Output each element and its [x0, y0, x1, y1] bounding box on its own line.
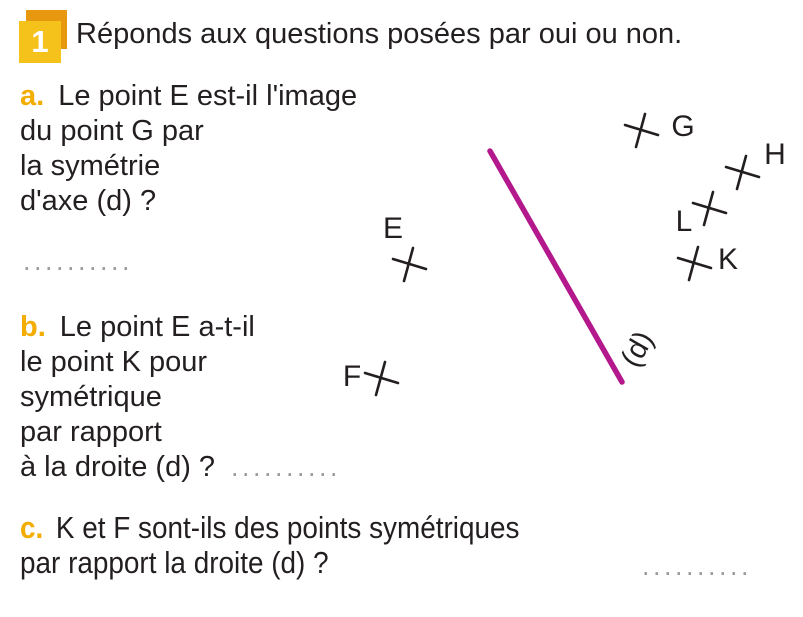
question-b-line-5	[20, 450, 341, 485]
point-marker-E-icon	[390, 242, 430, 286]
answer-blank-a: ..........	[23, 246, 134, 276]
question-b-line-4: par rapport	[20, 416, 162, 448]
symmetry-axis-line	[484, 145, 629, 389]
question-b-text-1: Le point E a-t-il	[59, 311, 255, 343]
question-a-line-1	[20, 79, 357, 114]
point-marker-K-icon	[675, 241, 715, 285]
question-a	[20, 79, 357, 219]
exercise-title: Réponds aux questions posées par oui ou non.	[76, 18, 683, 50]
question-c	[20, 510, 520, 580]
question-c-line-1	[20, 510, 520, 545]
point-marker-G-icon	[622, 108, 662, 152]
question-a-line-2: du point G par	[20, 115, 204, 147]
point-label-H: H	[764, 138, 786, 171]
question-c-letter: c.	[20, 510, 44, 545]
exercise-number-badge	[19, 10, 69, 64]
question-a-line-4: d'axe (d) ?	[20, 185, 157, 217]
axis-label: (d)	[614, 325, 661, 373]
answer-blank-c: ..........	[642, 551, 753, 581]
question-b-letter: b.	[20, 311, 46, 343]
point-label-G: G	[671, 110, 695, 143]
question-b-line-3: symétrique	[20, 381, 162, 413]
question-c-text-1: K et F sont-ils des points symétriques	[55, 510, 520, 545]
question-a-letter: a.	[20, 80, 45, 112]
badge-number: 1	[19, 21, 61, 63]
point-label-L: L	[675, 205, 693, 238]
point-label-K: K	[717, 243, 739, 276]
question-b-line-1	[20, 310, 341, 345]
question-b-line-2: le point K pour	[20, 346, 208, 378]
question-b	[20, 310, 341, 485]
answer-blank-b: ..........	[231, 452, 342, 482]
point-label-E: E	[382, 212, 404, 245]
question-c-line-2: par rapport la droite (d) ?	[20, 545, 329, 580]
question-a-line-3: la symétrie	[20, 150, 161, 182]
point-marker-L-icon	[690, 186, 730, 230]
point-label-F: F	[342, 360, 362, 393]
question-a-text-1: Le point E est-il l'image	[58, 80, 358, 112]
point-marker-F-icon	[362, 356, 402, 400]
question-b-text-5: à la droite (d) ?	[20, 451, 216, 483]
